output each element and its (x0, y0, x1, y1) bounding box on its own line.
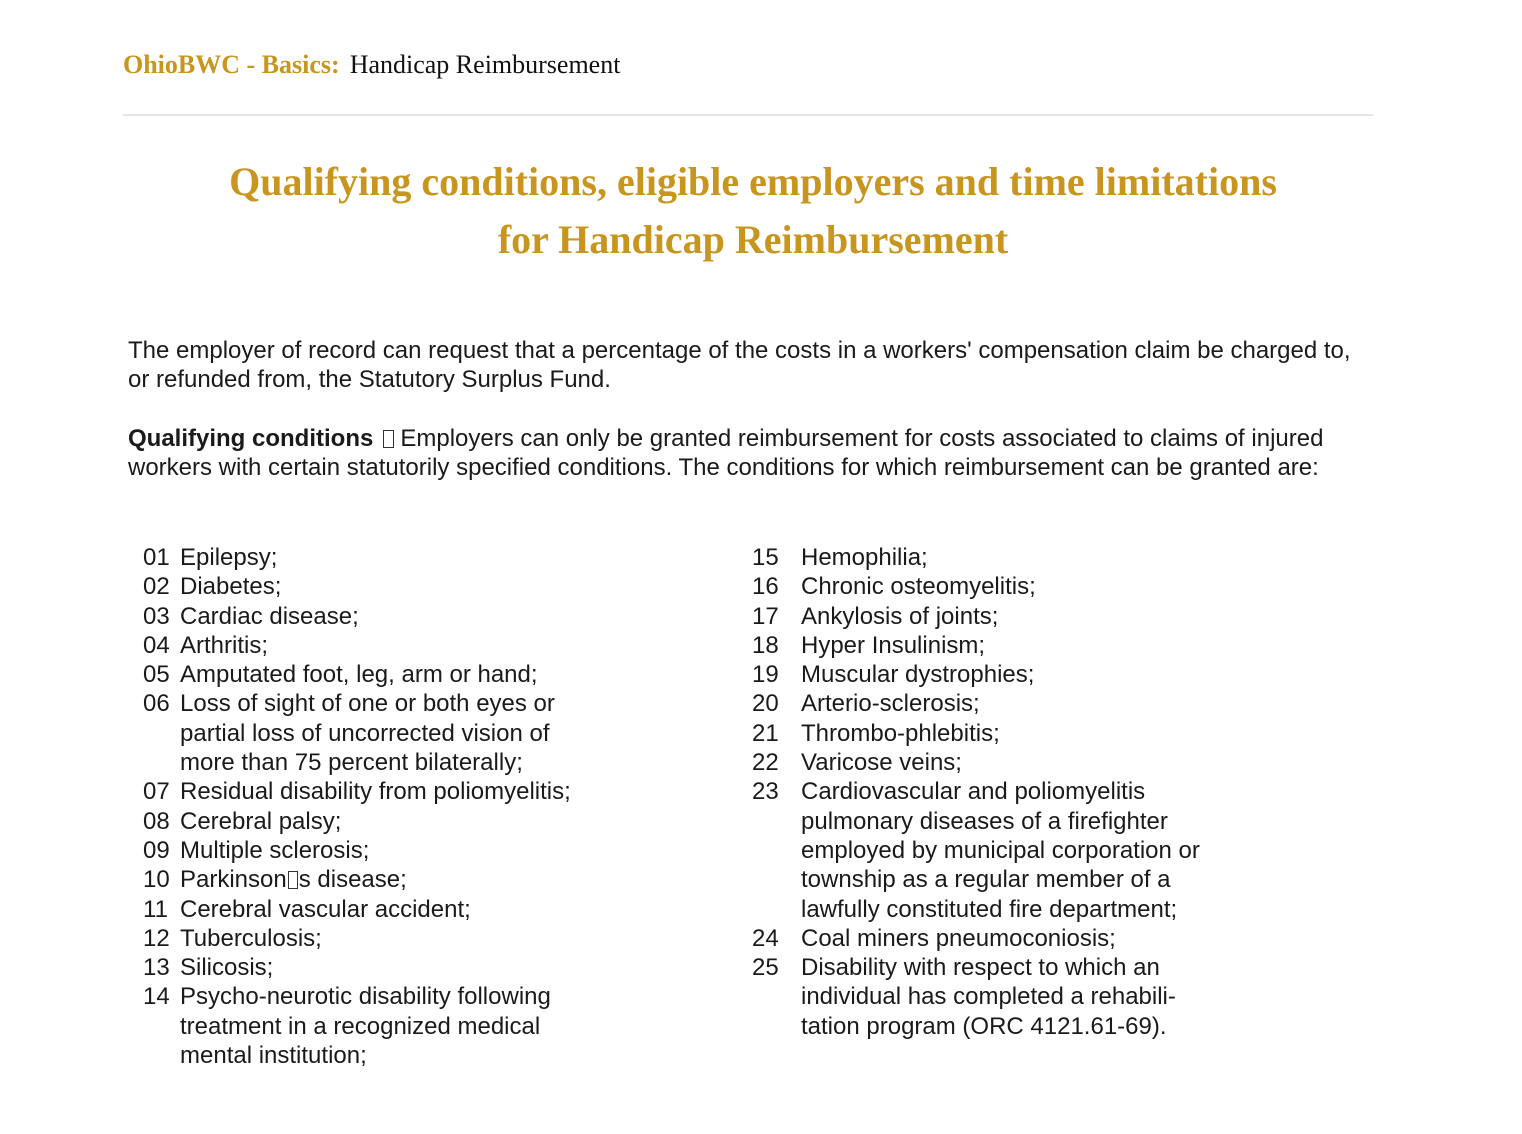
missing-glyph-icon (383, 430, 394, 448)
conditions-list-right (752, 543, 1272, 1041)
title-line-2: for Handicap Reimbursement (497, 217, 1009, 262)
condition-number: 11 (143, 895, 168, 923)
condition-number: 18 (752, 631, 779, 659)
condition-text-part: Parkinson (180, 866, 287, 894)
condition-number: 06 (143, 690, 170, 718)
list-item (143, 602, 643, 631)
qualifying-text: Employers can only be granted reimbursement for costs associated to claims of injured workers with certain statutorily specified conditions. The conditions for which reimbursement can be granted are: (128, 425, 1324, 481)
condition-number: 01 (143, 544, 170, 571)
list-item (143, 895, 643, 924)
list-item (752, 543, 1272, 572)
condition-number: 20 (752, 690, 779, 718)
condition-text: Cardiac disease; (180, 602, 359, 630)
brand-label: OhioBWC - Basics: (123, 50, 340, 79)
list-item (143, 982, 643, 1070)
list-item (143, 865, 643, 894)
list-item (143, 807, 643, 836)
condition-text: Disability with respect to which an individual has completed a rehabili- tation program (ORC 4121.61-69). (801, 954, 1176, 1040)
condition-number: 14 (143, 983, 170, 1011)
condition-number: 08 (143, 807, 170, 835)
condition-text: Tuberculosis; (180, 924, 322, 952)
header-divider (123, 114, 1373, 116)
list-item (143, 953, 643, 982)
condition-text: Psycho-neurotic disability following treatment in a recognized medical mental institution; (180, 983, 551, 1070)
header-subtitle: Handicap Reimbursement (349, 50, 621, 79)
condition-text: Amputated foot, leg, arm or hand; (180, 661, 538, 689)
condition-text: Diabetes; (180, 573, 282, 601)
condition-text: Thrombo-phlebitis; (801, 719, 1000, 747)
condition-text: Multiple sclerosis; (180, 836, 370, 864)
list-item (143, 689, 643, 777)
condition-text: Cerebral vascular accident; (180, 895, 471, 923)
condition-number: 13 (143, 954, 170, 982)
condition-text: Arthritis; (180, 631, 269, 659)
condition-text: Chronic osteomyelitis; (801, 573, 1036, 601)
list-item (143, 836, 643, 865)
condition-number: 05 (143, 661, 170, 689)
list-item (752, 689, 1272, 718)
condition-number: 10 (143, 866, 170, 894)
list-item (752, 953, 1272, 1041)
condition-text: Coal miners pneumoconiosis; (801, 924, 1116, 952)
list-item (143, 543, 643, 572)
qualifying-paragraph (128, 424, 1378, 482)
qualifying-label: Qualifying conditions (128, 425, 374, 452)
condition-number: 07 (143, 778, 170, 806)
condition-text: Loss of sight of one or both eyes or partial loss of uncorrected vision of more than 75 percent bilaterally; (180, 690, 555, 777)
condition-number: 02 (143, 573, 170, 601)
condition-number: 04 (143, 631, 170, 659)
list-item (143, 777, 643, 806)
intro-paragraph: The employer of record can request that a percentage of the costs in a workers' compensation claim be charged to, or refunded from, the Statutory Surplus Fund. (128, 337, 1351, 393)
condition-number: 23 (752, 778, 779, 806)
condition-text: Silicosis; (180, 954, 274, 982)
condition-number: 15 (752, 544, 779, 571)
page-title (123, 153, 1383, 269)
condition-text: Residual disability from poliomyelitis; (180, 778, 571, 806)
condition-number: 16 (752, 573, 779, 601)
list-item (752, 631, 1272, 660)
conditions-list-left (143, 543, 643, 1070)
list-item (752, 660, 1272, 689)
list-item (143, 572, 643, 601)
condition-number: 03 (143, 602, 170, 630)
condition-text: Cardiovascular and poliomyelitis pulmonary diseases of a firefighter employed by municipal corporation or township as a regular member of a lawfully constituted fire department; (801, 778, 1200, 923)
list-item (752, 572, 1272, 601)
condition-number: 22 (752, 749, 779, 777)
condition-text: Hyper Insulinism; (801, 631, 986, 659)
page-header (123, 48, 620, 82)
condition-text: Varicose veins; (801, 749, 962, 777)
list-item (752, 777, 1272, 923)
list-item (143, 660, 643, 689)
condition-text: Epilepsy; (180, 544, 278, 571)
condition-text: Muscular dystrophies; (801, 661, 1035, 689)
condition-number: 24 (752, 924, 779, 952)
condition-text: Cerebral palsy; (180, 807, 342, 835)
condition-text-part: s disease; (298, 866, 407, 894)
list-item (143, 631, 643, 660)
condition-number: 25 (752, 954, 779, 982)
condition-number: 09 (143, 836, 170, 864)
missing-glyph-icon (288, 871, 298, 889)
condition-text: Hemophilia; (801, 544, 928, 571)
condition-text: Ankylosis of joints; (801, 602, 999, 630)
list-item (752, 602, 1272, 631)
condition-number: 12 (143, 924, 170, 952)
condition-number: 19 (752, 661, 779, 689)
condition-text (180, 865, 610, 894)
list-item (143, 924, 643, 953)
list-item (752, 924, 1272, 953)
condition-number: 21 (752, 719, 779, 747)
condition-number: 17 (752, 602, 779, 630)
list-item (752, 748, 1272, 777)
condition-text: Arterio-sclerosis; (801, 690, 980, 718)
list-item (752, 719, 1272, 748)
title-line-1: Qualifying conditions, eligible employers and time limitations (229, 159, 1277, 204)
